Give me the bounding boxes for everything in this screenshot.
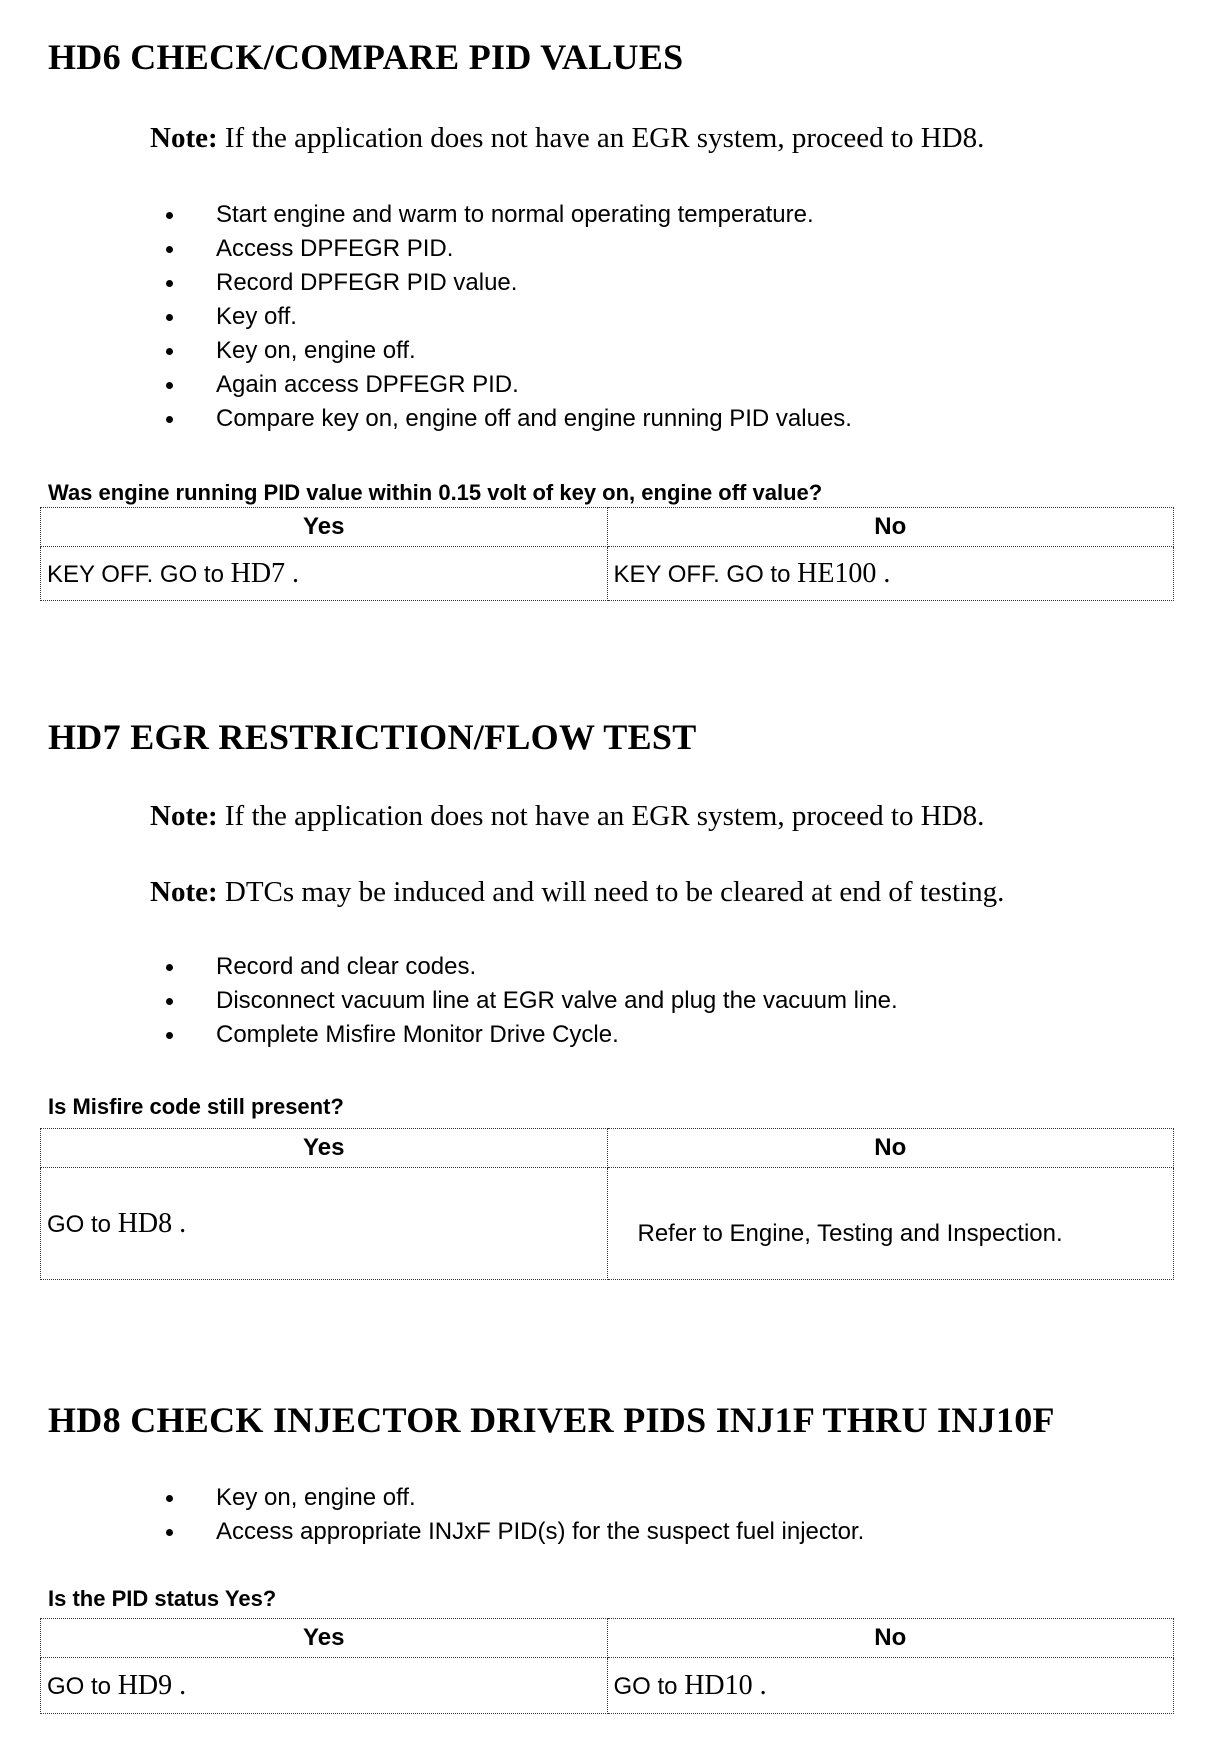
bullet-icon (166, 964, 173, 971)
note-label: Note: (150, 800, 218, 832)
bullet-icon (166, 416, 173, 423)
step-list (0, 198, 852, 436)
yes-cell: GO to HD9 . (41, 1658, 608, 1714)
note-text: DTCs may be induced and will need to be cleared at end of testing. (217, 876, 1005, 908)
yes-link[interactable]: HD7 . (230, 557, 300, 589)
note-label: Note: (150, 122, 218, 154)
bullet-icon (166, 1032, 173, 1039)
step-list (0, 1481, 864, 1549)
section-title: HD8 CHECK INJECTOR DRIVER PIDS INJ1F THRU INJ10F (48, 1400, 1055, 1440)
no-link[interactable]: HE100 . (797, 557, 891, 589)
question: Was engine running PID value within 0.15 volt of key on, engine off value? (48, 480, 823, 505)
yes-header: Yes (41, 1619, 608, 1658)
bullet-icon (166, 212, 173, 219)
no-header: No (607, 508, 1174, 547)
note-text: If the application does not have an EGR system, proceed to HD8. (217, 800, 985, 832)
list-item: Again access DPFEGR PID. (0, 368, 852, 402)
list-item: Record and clear codes. (0, 950, 898, 984)
list-item: Key off. (0, 300, 852, 334)
section-title: HD7 EGR RESTRICTION/FLOW TEST (48, 717, 697, 757)
no-link[interactable]: HD10 . (684, 1669, 767, 1701)
list-item: Compare key on, engine off and engine running PID values. (0, 402, 852, 436)
yes-link[interactable]: HD9 . (117, 1669, 187, 1701)
no-header: No (607, 1129, 1174, 1168)
bullet-icon (166, 1529, 173, 1536)
decision-table (40, 507, 1174, 601)
question: Is the PID status Yes? (48, 1586, 277, 1611)
list-item: Start engine and warm to normal operating temperature. (0, 198, 852, 232)
bullet-icon (166, 382, 173, 389)
list-item: Record DPFEGR PID value. (0, 266, 852, 300)
bullet-icon (166, 246, 173, 253)
note (150, 122, 984, 155)
section-title: HD6 CHECK/COMPARE PID VALUES (48, 37, 684, 77)
yes-header: Yes (41, 508, 608, 547)
note-text: If the application does not have an EGR system, proceed to HD8. (217, 122, 985, 154)
list-item: Disconnect vacuum line at EGR valve and plug the vacuum line. (0, 984, 898, 1018)
decision-table (40, 1128, 1174, 1280)
note-label: Note: (150, 876, 218, 908)
bullet-icon (166, 1495, 173, 1502)
decision-table (40, 1618, 1174, 1714)
yes-cell: KEY OFF. GO to HD7 . (41, 547, 608, 601)
list-item: Complete Misfire Monitor Drive Cycle. (0, 1018, 898, 1052)
note (150, 800, 984, 833)
bullet-icon (166, 314, 173, 321)
no-cell: Refer to Engine, Testing and Inspection. (607, 1168, 1174, 1280)
list-item: Key on, engine off. (0, 1481, 864, 1515)
list-item: Access DPFEGR PID. (0, 232, 852, 266)
yes-header: Yes (41, 1129, 608, 1168)
no-header: No (607, 1619, 1174, 1658)
list-item: Access appropriate INJxF PID(s) for the suspect fuel injector. (0, 1515, 864, 1549)
no-cell: KEY OFF. GO to HE100 . (607, 547, 1174, 601)
step-list (0, 950, 898, 1052)
no-cell: GO to HD10 . (607, 1658, 1174, 1714)
yes-cell: GO to HD8 . (41, 1168, 608, 1280)
question: Is Misfire code still present? (48, 1094, 344, 1119)
bullet-icon (166, 998, 173, 1005)
note (150, 876, 1004, 909)
yes-link[interactable]: HD8 . (117, 1207, 187, 1239)
bullet-icon (166, 280, 173, 287)
list-item: Key on, engine off. (0, 334, 852, 368)
bullet-icon (166, 348, 173, 355)
